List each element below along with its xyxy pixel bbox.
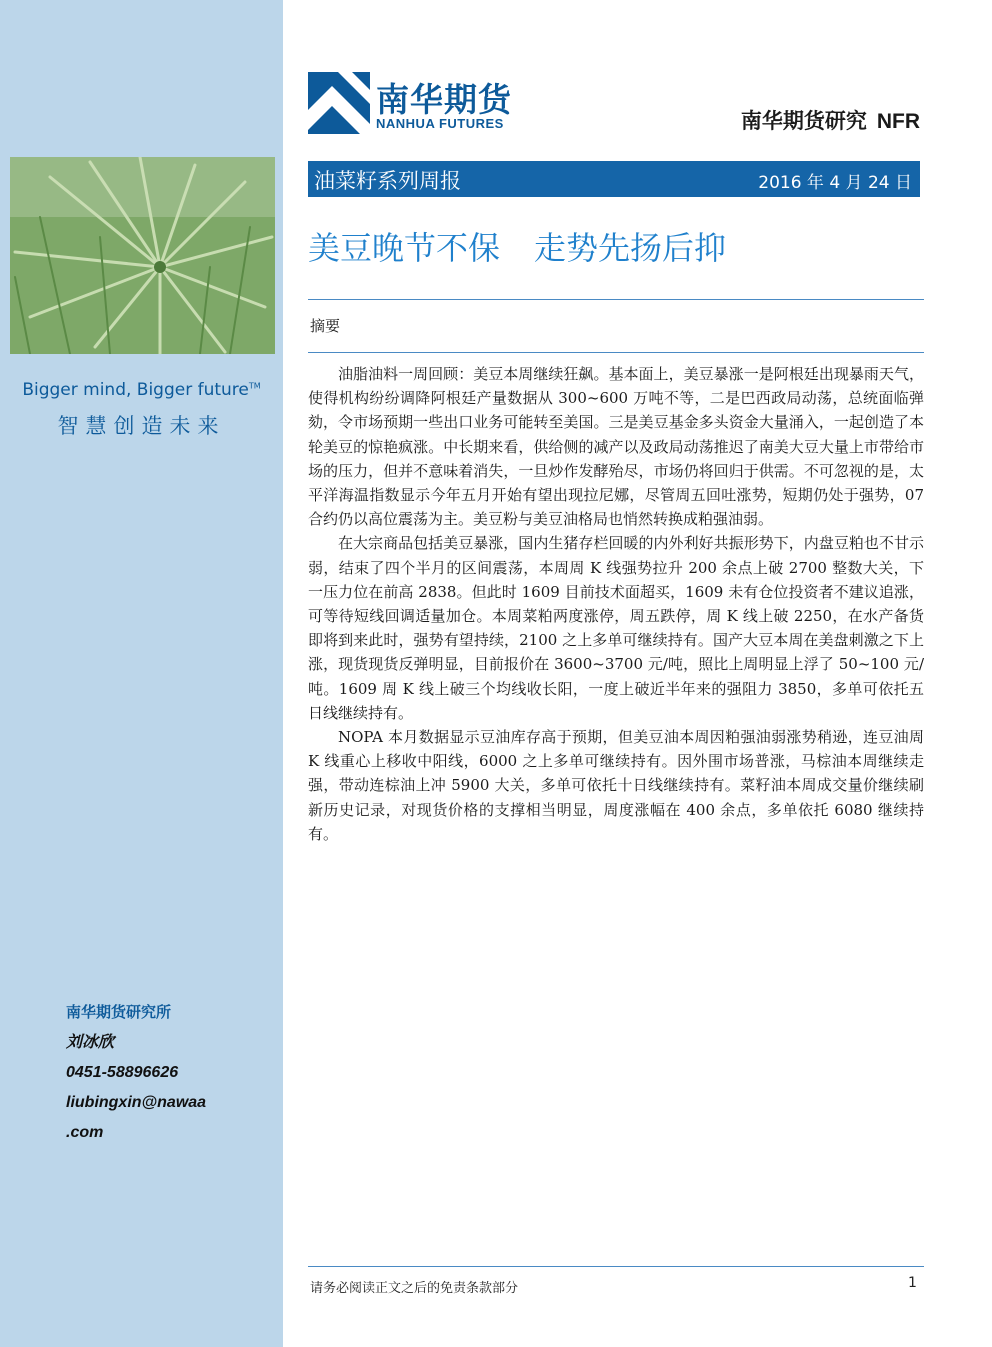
slogan-chinese: 智慧创造未来 <box>57 414 226 438</box>
abstract-label: 摘要 <box>310 317 341 335</box>
divider <box>308 299 924 300</box>
slogan-english: Bigger mind, Bigger future™ <box>22 380 261 400</box>
headline-sub: 走势先扬后抑 <box>534 229 727 267</box>
research-header <box>741 105 920 135</box>
contact-name: 刘冰欣 <box>66 1034 115 1051</box>
research-label: 南华期货研究 <box>740 109 867 133</box>
paragraph: 油脂油料一周回顾：美豆本周继续狂飙。基本面上，美豆暴涨一是阿根廷出现暴雨天气，使得机构纷纷调降阿根廷产量数据从 300~600 万吨不等，二是巴西政局动荡，总统面临弹劾，令市场预期一些出口业务可能转至美国。三是美豆基金多头资金大量涌入，一起创造了本轮美豆的惊艳疯涨。中长期来看，供给侧的减产以及政局动荡推迟了南美大豆大量上市带给市场的压力，但并不意味着消失，一旦炒作发酵殆尽，市场仍将回归于供需。不可忽视的是，太平洋海温指数显示今年五月开始有望出现拉尼娜，尽管周五回吐涨势，短期仍处于强势，07 合约仍以高位震荡为主。美豆粉与美豆油格局也悄然转换成粕强油弱。 <box>308 365 924 529</box>
research-code: NFR <box>876 110 920 133</box>
paragraph: 在大宗商品包括美豆暴涨，国内生猪存栏回暖的内外利好共振形势下，内盘豆粕也不甘示弱，结束了四个半月的区间震荡，本周周 K 线强势拉升 200 余点上破 2700 整数大关，下一压力位在前高 2838。但此时 1609 目前技术面超买，1609 未有仓位投资者不建议追涨，可等待短线回调适量加仓。本周菜粕两度涨停，周五跌停，周 K 线上破 2250，在水产备货即将到来此时，强势有望持续，2100 之上多单可继续持有。国产大豆本周在美盘刺激之下上涨，现货现货反弹明显，目前报价在 3600~3700 元/吨，照比上周明显上浮了 50~100 元/吨。1609 周 K 线上破三个均线收长阳，一度上破近半年来的强阻力 3850，多单可依托五日线继续持有。 <box>308 534 924 722</box>
logo-chinese-name: 南华期货 <box>376 80 512 119</box>
page-number: 1 <box>908 1275 917 1291</box>
company-logo <box>308 72 538 134</box>
report-headline <box>308 223 726 269</box>
headline-main: 美豆晚节不保 <box>308 229 501 267</box>
trademark-mark: TM <box>248 381 261 391</box>
disclaimer-note: 请务必阅读正文之后的免责条款部分 <box>310 1281 519 1296</box>
contact-org: 南华期货研究所 <box>66 1004 172 1021</box>
report-date: 2016 年 4 月 24 日 <box>758 173 912 193</box>
contact-email-line1[interactable]: liubingxin@nawaa <box>66 1094 207 1111</box>
abstract-body <box>308 362 924 846</box>
rapeseed-pods-photo <box>10 157 275 354</box>
contact-email-line2[interactable]: .com <box>66 1124 104 1141</box>
rapeseed-pods-illustration <box>10 157 275 354</box>
analyst-contact <box>66 998 276 1148</box>
footer-divider <box>308 1266 924 1267</box>
logo-english-name: NANHUA FUTURES <box>376 116 504 131</box>
left-sidebar <box>0 0 283 1347</box>
divider <box>308 352 924 353</box>
report-banner <box>308 161 920 197</box>
contact-phone: 0451-58896626 <box>66 1064 179 1081</box>
report-series: 油菜籽系列周报 <box>314 169 461 193</box>
paragraph: NOPA 本月数据显示豆油库存高于预期，但美豆油本周因粕强油弱涨势稍逊，连豆油周 K 线重心上移收中阳线，6000 之上多单可继续持有。因外围市场普涨，马棕油本周继续走强，带动连棕油上冲 5900 大关，多单可依托十日线继续持有。菜籽油本周成交量价继续刷新历史记录，对现货价格的支撑相当明显，周度涨幅在 400 余点，多单依托 6080 继续持有。 <box>308 728 924 843</box>
nanhua-logo-mark-icon <box>308 72 370 134</box>
